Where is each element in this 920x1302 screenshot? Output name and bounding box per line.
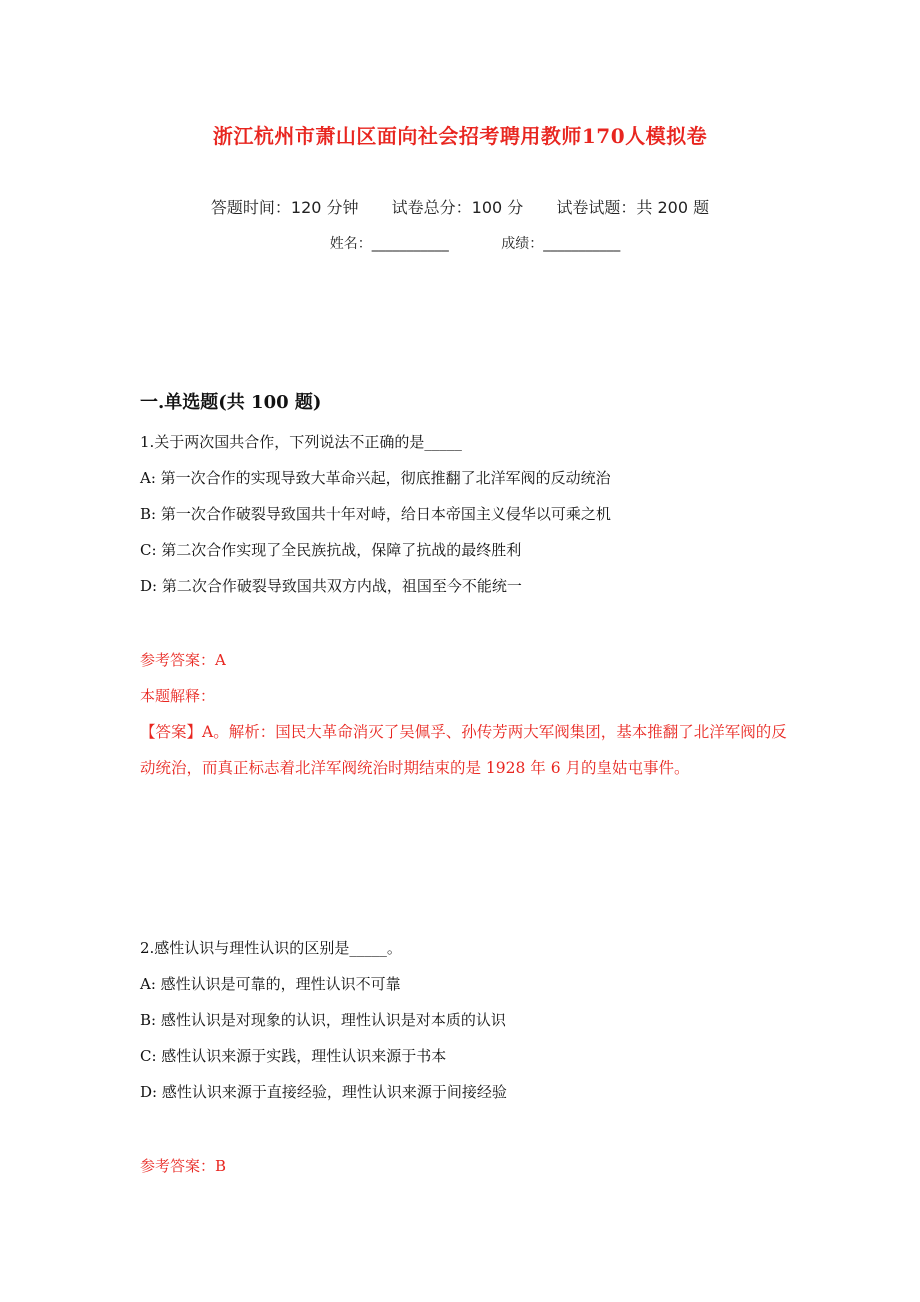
option-c: C: 感性认识来源于实践，理性认识来源于书本 bbox=[140, 1047, 447, 1065]
option-b: B: 感性认识是对现象的认识，理性认识是对本质的认识 bbox=[140, 1011, 506, 1029]
question-2 bbox=[140, 930, 800, 1110]
exam-title: 浙江杭州市萧山区面向社会招考聘用教师170人模拟卷 bbox=[212, 124, 708, 148]
option-c: C: 第二次合作实现了全民族抗战，保障了抗战的最终胜利 bbox=[140, 541, 522, 559]
name-score-row bbox=[0, 233, 920, 253]
explanation-text: 【答案】A。解析：国民大革命消灭了吴佩孚、孙传芳两大军阀集团，基本推翻了北洋军阀的反动统治，而真正标志着北洋军阀统治时期结束的是 1928 年 6 月的皇姑屯事件。 bbox=[140, 723, 787, 777]
option-d: D: 感性认识来源于直接经验，理性认识来源于间接经验 bbox=[140, 1083, 507, 1101]
option-a: A: 感性认识是可靠的，理性认识不可靠 bbox=[140, 975, 401, 993]
answer: 参考答案：B bbox=[140, 1157, 227, 1175]
answer: 参考答案：A bbox=[140, 651, 226, 669]
option-a: A: 第一次合作的实现导致大革命兴起，彻底推翻了北洋军阀的反动统治 bbox=[140, 469, 611, 487]
answer-block-2 bbox=[140, 1148, 800, 1184]
question-stem: 2.感性认识与理性认识的区别是_____。 bbox=[140, 939, 402, 957]
question-1 bbox=[140, 424, 800, 604]
section-title: 一.单选题(共 100 题) bbox=[140, 392, 322, 413]
question-stem: 1.关于两次国共合作，下列说法不正确的是_____ bbox=[140, 433, 462, 451]
exam-meta bbox=[0, 195, 920, 218]
exam-total-score: 试卷总分：100 分 bbox=[391, 198, 524, 217]
answer-block-1 bbox=[140, 642, 800, 786]
option-d: D: 第二次合作破裂导致国共双方内战，祖国至今不能统一 bbox=[140, 577, 522, 595]
exam-time: 答题时间：120 分钟 bbox=[210, 198, 359, 217]
exam-question-count: 试卷试题：共 200 题 bbox=[556, 198, 710, 217]
option-b: B: 第一次合作破裂导致国共十年对峙，给日本帝国主义侵华以可乘之机 bbox=[140, 505, 611, 523]
name-field: 姓名：___________ bbox=[329, 236, 449, 252]
explanation-label: 本题解释： bbox=[140, 687, 216, 705]
score-field: 成绩：___________ bbox=[501, 236, 621, 252]
